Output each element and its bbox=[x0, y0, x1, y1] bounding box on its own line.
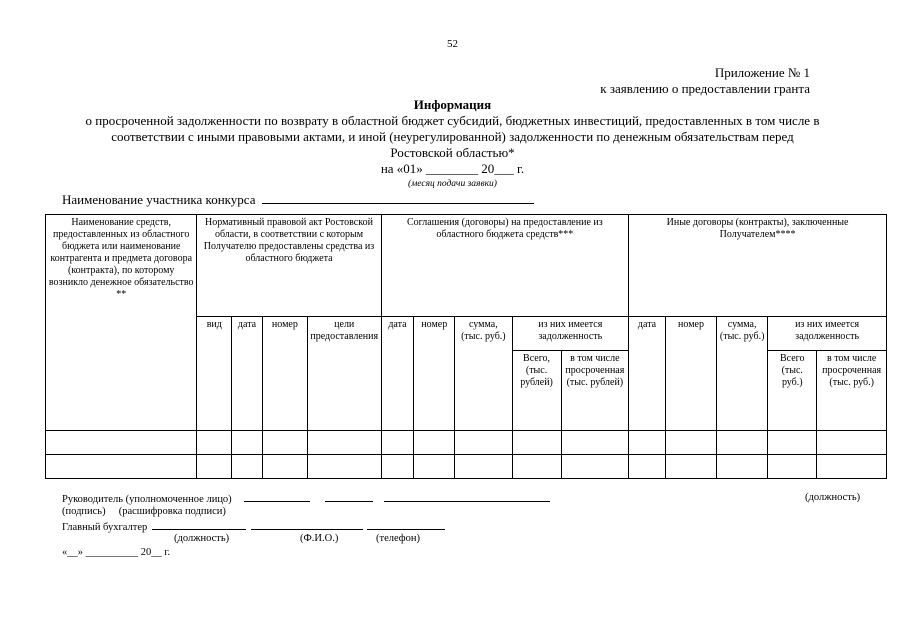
table-cell[interactable] bbox=[817, 455, 887, 479]
table-cell[interactable] bbox=[817, 431, 887, 455]
table-cell[interactable] bbox=[512, 455, 561, 479]
participant-label: Наименование участника конкурса bbox=[62, 192, 256, 207]
table-cell[interactable] bbox=[717, 431, 768, 455]
header-normative-type: вид bbox=[197, 317, 232, 431]
table-cell[interactable] bbox=[381, 455, 414, 479]
table-cell[interactable] bbox=[414, 455, 455, 479]
header-normative-act: Нормативный правовой акт Ростовской области, в соответствии с которым Получателю предоставлены средства из областного бюджета bbox=[197, 215, 381, 317]
header-funds-name: Наименование средств, предоставленных из областного бюджета или наименование контрагента и предмета договора (контракта), по которому возникло денежное обязательство ** bbox=[46, 215, 197, 431]
heading-line-2: соответствии с иными правовыми актами, и иной (неурегулированной) задолженности по денежным обязательствам перед bbox=[111, 129, 794, 144]
table-cell[interactable] bbox=[629, 431, 666, 455]
table-cell[interactable] bbox=[307, 455, 381, 479]
accountant-position-label: (должность) bbox=[174, 533, 230, 544]
table-cell[interactable] bbox=[232, 431, 263, 455]
header-agreement-debt-total: Всего, (тыс. рублей) bbox=[512, 351, 561, 431]
phone-blank[interactable] bbox=[367, 520, 445, 530]
table-cell[interactable] bbox=[414, 431, 455, 455]
header-other-date: дата bbox=[629, 317, 666, 431]
table-cell[interactable] bbox=[46, 431, 197, 455]
table-cell[interactable] bbox=[561, 431, 629, 455]
debt-table bbox=[45, 214, 887, 479]
header-agreement-debt-overdue: в том числе просроченная (тыс. рублей) bbox=[561, 351, 629, 431]
header-other-debt-overdue: в том числе просроченная (тыс. руб.) bbox=[817, 351, 887, 431]
appendix-title: Приложение № 1 bbox=[714, 65, 810, 80]
table-cell[interactable] bbox=[262, 455, 307, 479]
table-cell[interactable] bbox=[455, 431, 512, 455]
heading-line-1: о просроченной задолженности по возврату в областной бюджет субсидий, бюджетных инвестиций, предоставленных в том числе в bbox=[85, 113, 820, 128]
participant-blank-line bbox=[262, 192, 534, 204]
table-cell[interactable] bbox=[455, 455, 512, 479]
table-cell[interactable] bbox=[381, 431, 414, 455]
table-cell[interactable] bbox=[717, 455, 768, 479]
table-cell[interactable] bbox=[197, 431, 232, 455]
fio-blank[interactable] bbox=[251, 520, 363, 530]
header-other-number: номер bbox=[665, 317, 716, 431]
header-normative-number: номер bbox=[262, 317, 307, 431]
table-cell[interactable] bbox=[561, 455, 629, 479]
table-cell[interactable] bbox=[629, 455, 666, 479]
table-cell[interactable] bbox=[768, 455, 817, 479]
accountant-signature-line bbox=[62, 520, 445, 533]
table-row bbox=[46, 431, 887, 455]
signing-date-line[interactable]: «__» __________ 20__ г. bbox=[62, 547, 171, 558]
table-cell[interactable] bbox=[307, 431, 381, 455]
header-other-debt-total: Всего (тыс. руб.) bbox=[768, 351, 817, 431]
table-cell[interactable] bbox=[768, 431, 817, 455]
page-number: 52 bbox=[447, 38, 458, 50]
table-cell[interactable] bbox=[262, 431, 307, 455]
header-agreement-sum: сумма, (тыс. руб.) bbox=[455, 317, 512, 431]
signature-blank[interactable] bbox=[325, 492, 373, 502]
table-cell[interactable] bbox=[665, 455, 716, 479]
header-normative-date: дата bbox=[232, 317, 263, 431]
document-title: Информация bbox=[413, 97, 492, 112]
header-other-contracts: Иные договоры (контракты), заключенные Получателем**** bbox=[629, 215, 887, 317]
accountant-label: Главный бухгалтер bbox=[62, 522, 148, 533]
table-cell[interactable] bbox=[197, 455, 232, 479]
header-normative-purpose: цели предоставления bbox=[307, 317, 381, 431]
head-signature-line bbox=[62, 492, 550, 505]
name-blank[interactable] bbox=[384, 492, 550, 502]
header-agreement-date: дата bbox=[381, 317, 414, 431]
head-sub-labels: (подпись) (расшифровка подписи) bbox=[62, 506, 226, 517]
report-date-line: на «01» ________ 20___ г. bbox=[380, 161, 525, 176]
table-cell[interactable] bbox=[512, 431, 561, 455]
table-row bbox=[46, 455, 887, 479]
header-agreement-debt: из них имеется задолженность bbox=[512, 317, 629, 351]
header-other-sum: сумма, (тыс. руб.) bbox=[717, 317, 768, 431]
signature-blank[interactable] bbox=[244, 492, 310, 502]
head-position-label: (должность) bbox=[805, 492, 861, 503]
accountant-fio-label: (Ф.И.О.) bbox=[300, 533, 339, 544]
header-agreements: Соглашения (договоры) на предоставление из областного бюджета средств*** bbox=[381, 215, 629, 317]
head-label: Руководитель (уполномоченное лицо) bbox=[62, 494, 232, 505]
header-agreement-number: номер bbox=[414, 317, 455, 431]
report-date-hint: (месяц подачи заявки) bbox=[408, 179, 497, 189]
participant-name-field[interactable] bbox=[62, 192, 534, 208]
heading-line-3: Ростовской областью* bbox=[390, 145, 515, 160]
position-blank[interactable] bbox=[152, 520, 246, 530]
accountant-phone-label: (телефон) bbox=[376, 533, 420, 544]
table-cell[interactable] bbox=[232, 455, 263, 479]
table-cell[interactable] bbox=[46, 455, 197, 479]
appendix-subtitle: к заявлению о предоставлении гранта bbox=[600, 81, 810, 96]
table-cell[interactable] bbox=[665, 431, 716, 455]
header-other-debt: из них имеется задолженность bbox=[768, 317, 887, 351]
